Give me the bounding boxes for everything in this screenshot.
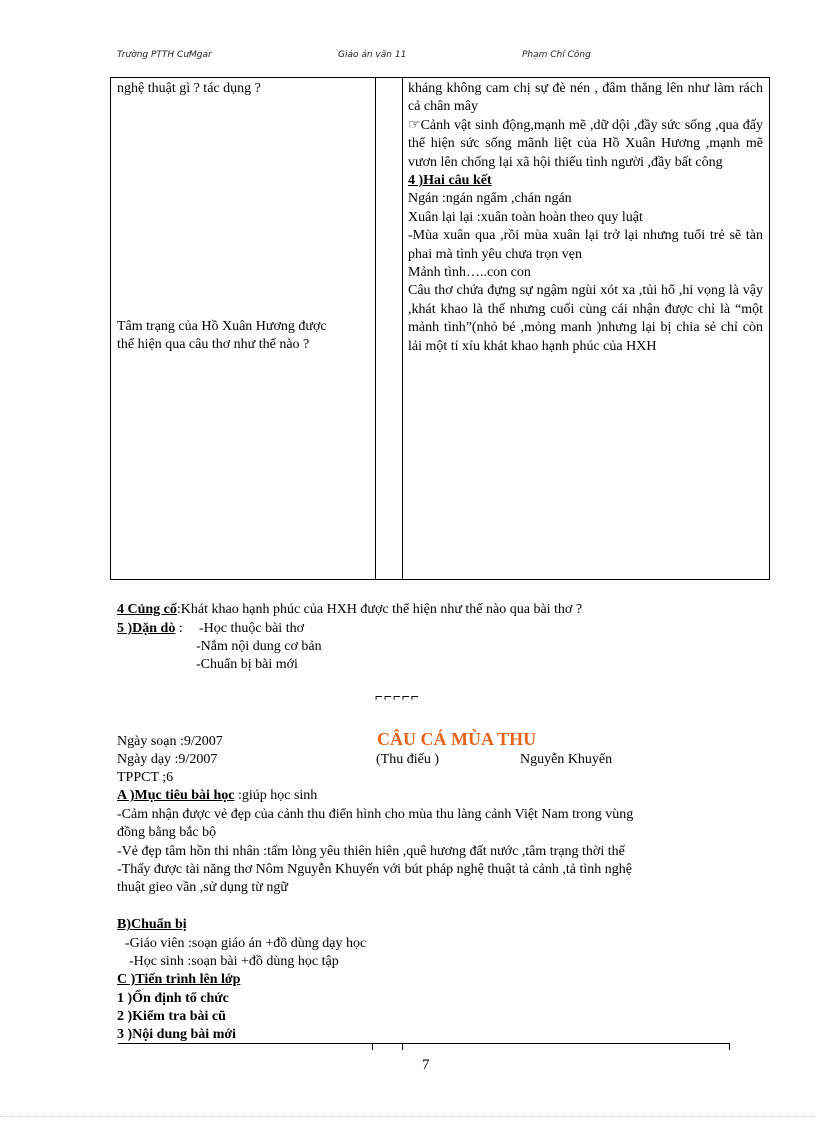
prep-teacher: -Giáo viên :soạn giáo án +đồ dùng dạy học: [125, 936, 367, 951]
teach-date: Ngày dạy :9/2007: [117, 752, 218, 767]
table-divider-left: [375, 78, 376, 579]
answer-line-1: kháng không cam chị sự đè nén , đâm thẳng lên như làm rách cả chân mây: [408, 81, 763, 115]
section-b-heading: B)Chuẩn bị: [117, 917, 187, 932]
homework-line: [117, 620, 183, 637]
lesson-subtitle: (Thu điếu ): [376, 752, 439, 767]
homework-label: 5 )Dặn dò: [117, 621, 176, 636]
answer-heading-closing: 4 )Hai câu kết: [408, 173, 492, 189]
table-divider-right: [402, 78, 403, 579]
lesson-author: Nguyễn Khuyến: [520, 752, 613, 767]
answer-line-4: Ngán :ngán ngẩm ,chán ngán: [408, 191, 572, 207]
step-2: 2 )Kiểm tra bài cũ: [117, 1009, 226, 1024]
page-number: 7: [422, 1057, 430, 1073]
answer-column: [408, 80, 763, 356]
homework-item-3: -Chuẩn bị bài mới: [196, 657, 298, 672]
prep-date: Ngày soạn :9/2007: [117, 734, 223, 749]
question-mood-line2: thể hiện qua câu thơ như thế nào ?: [117, 337, 310, 352]
tppct: TPPCT ;6: [117, 770, 174, 785]
step-3: 3 )Nội dung bài mới: [117, 1027, 236, 1042]
homework-colon: :: [175, 621, 183, 636]
answer-line-5: Xuân lại lại :xuân toàn hoàn theo quy luật: [408, 209, 643, 225]
prep-student: -Học sinh :soạn bài +đồ dùng học tập: [129, 954, 339, 969]
lesson-title: CÂU CÁ MÙA THU: [377, 729, 537, 749]
objective-line-1: -Cảm nhận được vẻ đẹp của cảnh thu điển hình cho mùa thu làng cảnh Việt Nam trong vùng: [117, 807, 634, 822]
section-a-intro: :giúp học sinh: [234, 788, 318, 803]
homework-item-2: -Nắm nội dung cơ bản: [196, 639, 322, 654]
question-mood: [117, 318, 372, 354]
next-table-tick-1: [372, 1043, 373, 1050]
page-bottom-rule: [0, 1116, 816, 1117]
section-a-heading: A )Mục tiêu bài học: [117, 788, 235, 803]
next-table-top-border: [118, 1043, 730, 1044]
consolidate-line: [117, 601, 582, 618]
answer-line-2: [408, 117, 763, 172]
header-subject: Giáo án văn 11: [338, 50, 407, 60]
consolidate-label: 4 Củng cố: [117, 602, 177, 617]
answer-line-8: Câu thơ chứa đựng sự ngậm ngùi xót xa ,tủi hổ ,hi vọng là vậy ,khát khao là thế nhưng cuối cùng cái nhận được chỉ là “một mảnh tình”(nhỏ bé ,mỏng manh )nhưng lại bị chia sẻ chỉ còn lải một tí xíu khát khao hạnh phúc của HXH: [408, 283, 763, 354]
step-1: 1 )Ổn định tổ chức: [117, 991, 229, 1006]
objective-line-5: thuật gieo vần ,sử dụng từ ngữ: [117, 880, 288, 895]
next-table-tick-3: [729, 1043, 730, 1050]
answer-line-7: Mảnh tình…..con con: [408, 265, 531, 281]
section-c-heading: C )Tiến trình lên lớp: [117, 972, 241, 987]
answer-line-6: -Mùa xuân qua ,rồi mùa xuân lại trở lại nhưng tuổi trẻ sẽ tàn phai mà tình yêu chưa trọn vẹn: [408, 228, 763, 262]
header-school: Trường PTTH CưMgar: [117, 50, 212, 60]
objective-line-3: -Vẻ đẹp tâm hồn thi nhân :tấm lòng yêu thiên hiên ,quê hương đất nước ,tâm trạng thời thế: [117, 844, 625, 859]
pointing-hand-icon: ☞: [408, 117, 421, 133]
objective-line-4: -Thấy được tài năng thơ Nôm Nguyễn Khuyến với bút pháp nghệ thuật tả cảnh ,tả tình nghệ: [117, 862, 633, 877]
lesson-table: [110, 77, 770, 580]
next-table-tick-2: [402, 1043, 403, 1050]
section-divider-ornament: ⌐⌐⌐⌐⌐: [375, 690, 420, 705]
answer-line-2-text: Cảnh vật sinh động,mạnh mẽ ,dữ dội ,đầy sức sống ,qua đấy thể hiện sức sống mãnh liệt của Hồ Xuân Hương ,mạnh mẽ vươn lên chống lại xã hội thiếu tình người ,đầy bất công: [408, 117, 763, 170]
objective-line-2: đồng bằng bắc bộ: [117, 825, 217, 840]
question-art: nghệ thuật gì ? tác dụng ?: [117, 81, 261, 96]
section-a-heading-line: [117, 787, 317, 804]
question-mood-line1: Tâm trạng của Hồ Xuân Hương được: [117, 319, 327, 334]
homework-item-1: -Học thuộc bài thơ: [199, 621, 304, 636]
consolidate-text: :Khát khao hạnh phúc của HXH được thể hiện như thế nào qua bài thơ ?: [176, 602, 583, 617]
header-teacher: Phạm Chí Công: [522, 50, 591, 60]
